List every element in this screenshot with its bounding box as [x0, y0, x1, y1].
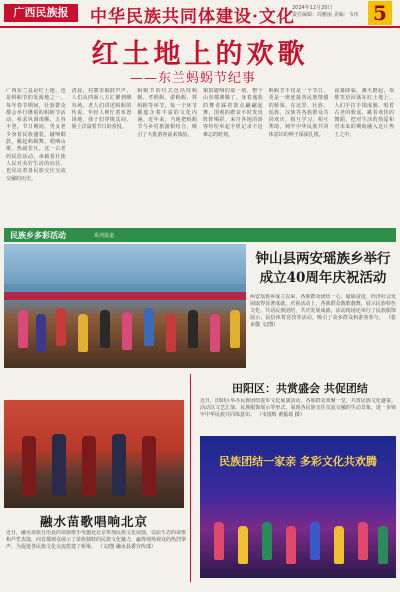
- lead-column: 夜幕降临，篝火燃起，欢歌笑语回荡在红土地上。人们手拉手围成圈，唱着古老的歌谣，跳着欢快的舞蹈，把对生活的热爱和对未来的期盼融入这片热土之中。: [334, 88, 395, 138]
- lead-column: 蚂𧊅节不仅是一个节日，更是一座连接各民族情感的桥梁。在这里，壮族、瑶族、汉族等各族群众共同欢庆，相互学习，相互帮助，铸牢中华民族共同体意识的种子深深扎根。: [268, 88, 329, 138]
- performer-figure: [188, 310, 198, 348]
- tianyang-photo: [200, 436, 396, 578]
- rongshui-credit: （文/图 融水县委宣传部）: [97, 544, 156, 550]
- singer-figure: [112, 434, 126, 496]
- lead-subhead: ——东兰蚂𧊅节纪事: [130, 71, 257, 86]
- dancer-figure: [358, 522, 368, 560]
- page-title: 中华民族共同体建设·文化: [90, 7, 295, 27]
- masthead: [0, 0, 400, 28]
- performer-figure: [166, 314, 176, 352]
- performer-figure: [122, 312, 132, 350]
- dancer-figure: [378, 526, 388, 564]
- performer-figure: [100, 310, 110, 348]
- sky-background: [4, 244, 246, 284]
- rongshui-body-text: 近日，融水苗族自治县的苗族歌手受邀赴北京参加民族文化展演，以原生态的苗歌和芦笙表演，向首都观众展示了苗族独特的民族文化魅力，赢得现场观众的热烈掌声，为促进各民族文化交流搭建了桥梁。: [6, 530, 186, 550]
- dancer-figure: [238, 526, 248, 564]
- dancer-figure: [334, 526, 344, 564]
- tianyang-title: 田阳区：共赏盛会 共促团结: [232, 382, 368, 395]
- lead-column: 广西东兰县是红土地，也是蚂𧊅节的发源地之一。每年春节期间，壮族群众都会举行隆重的蚂𧊅节活动，祈求风调雨顺、五谷丰登。节日期间，男女老少身着民族盛装，敲响铜鼓，跳起蚂𧊅舞，唱响山歌，热闹非凡。这一古老的民俗活动，承载着壮族人民对美好生活的向往，也见证着各民族交往交流交融的历史。: [6, 88, 66, 182]
- singer-figure: [82, 436, 96, 496]
- rongshui-body: [6, 530, 186, 586]
- rongshui-photo: [4, 400, 184, 508]
- banner-label: 民族乡多彩活动: [10, 231, 66, 240]
- stage-backdrop: [4, 292, 246, 300]
- page-number: 5: [368, 1, 392, 25]
- section-name: 广西民族报: [4, 4, 78, 22]
- lead-column: 清晨，村寨里铜鼓声声，人们从四面八方汇聚到晒谷场。老人们讲述蚂𧊅的传说，年轻人则忙着布置场地。孩子们穿梭其间，脸上洋溢着节日的喜悦。: [71, 88, 132, 131]
- rongshui-title: 融水苗歌唱响北京: [40, 514, 149, 529]
- singer-figure: [22, 436, 36, 496]
- series-banner: [4, 228, 396, 242]
- performer-figure: [78, 314, 88, 352]
- zhongshan-credit: （张贞敬 文/图）: [250, 315, 396, 328]
- festival-photo: [4, 244, 246, 368]
- zhongshan-article-body: [250, 294, 396, 362]
- performer-figure: [144, 308, 154, 346]
- dancer-figure: [214, 522, 224, 560]
- lead-article-columns: [6, 88, 394, 224]
- performer-figure: [56, 308, 66, 346]
- dancer-figure: [286, 526, 296, 564]
- singer-figure: [142, 436, 156, 496]
- tianyang-body: [200, 398, 396, 432]
- zhongshan-article-title: 钟山县两安瑶族乡举行成立40周年庆祝活动: [255, 251, 391, 286]
- lead-column: 铜鼓敲响的那一刻，整个山谷都沸腾了。身着盛装的舞者踩着鼓点翩翩起舞，围观的群众不时发出阵阵喝彩。来自各地的游客纷纷举起手机记录下这难忘的时刻。: [203, 88, 263, 138]
- zhongshan-body-text: 两安瑶族乡成立以来，各族群众团结一心、砥砺奋进，经济社会发展取得显著成就。庆祝活动上，各族群众载歌载舞，展示民族特色文化，共话民族团结，共庆发展成就。活动现场还举行了民族服饰展示、民俗体育竞技等活动，吸引了众多群众和游客参与。: [250, 294, 396, 321]
- issue-date: 2024年12月20日: [292, 5, 333, 11]
- column-divider: [190, 374, 191, 582]
- lead-headline: 红土地上的欢歌: [91, 39, 309, 70]
- issue-editor: 责任编辑：周雅丽 美编：韦伟: [292, 12, 359, 18]
- tianyang-body-text: 近日，田阳区举办民族团结进步文化展演活动，各族群众欢聚一堂，共赏民族文化盛宴。活动以文艺汇演、民族服饰展示等形式，展现各民族交往交流交融的生动景象，进一步铸牢中华民族共同体意识。: [200, 398, 396, 418]
- lead-column: 蚂𧊅节的仪式包括找蚂𧊅、孝蚂𧊅、游蚂𧊅、葬蚂𧊅等环节，每一个环节都蕴含着丰富的文化内涵。近年来，当地把蚂𧊅节与乡村旅游相结合，吸引了大批游客前来体验。: [137, 88, 198, 138]
- performer-figure: [18, 310, 28, 348]
- issue-info: [292, 5, 359, 19]
- performer-figure: [36, 314, 46, 352]
- tianyang-credit: （韦国辉 黄振瑶 摄）: [256, 412, 305, 418]
- dancer-figure: [262, 522, 272, 560]
- banner-sub: 系列报道: [94, 233, 115, 239]
- performer-figure: [230, 310, 240, 348]
- performer-figure: [210, 314, 220, 352]
- singer-figure: [52, 434, 66, 496]
- dancer-figure: [310, 522, 320, 560]
- stage-banner-text: 民族团结一家亲 多彩文化共欢腾: [219, 455, 377, 468]
